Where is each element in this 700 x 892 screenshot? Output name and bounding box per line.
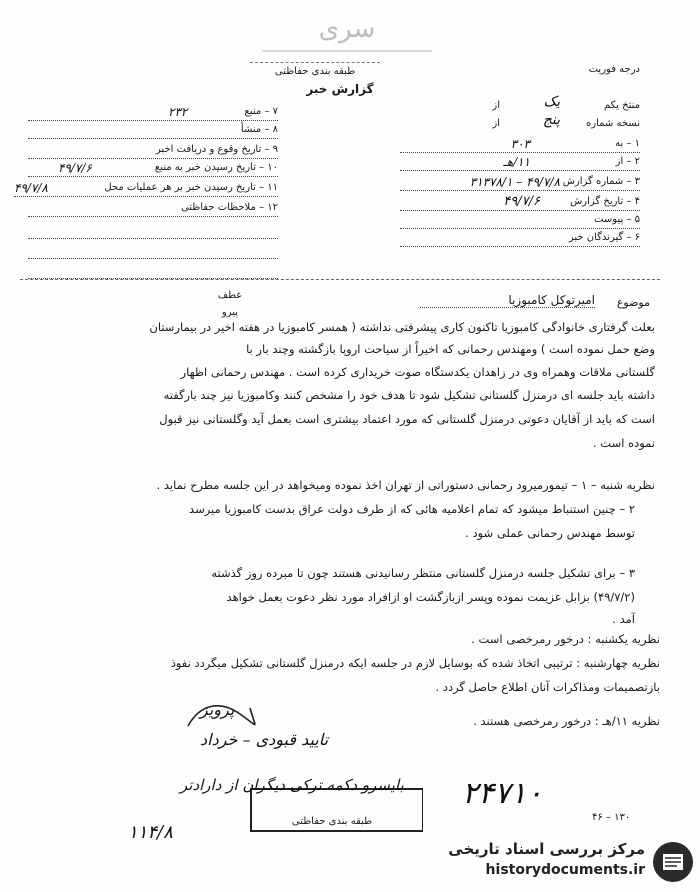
field-label: منتخ یکم bbox=[604, 100, 640, 111]
field-copy-number bbox=[400, 112, 640, 132]
watermark bbox=[412, 836, 697, 888]
field-label: ۷ – منبع bbox=[244, 106, 278, 117]
subject-value: امیرتوکل کامبوزیا bbox=[420, 293, 595, 308]
secret-stamp: سری bbox=[262, 14, 432, 52]
item-line: ۳ – برای تشکیل جلسه درمنزل گلستانی منتظر رسانیدنی هستند چون تا مبرده روز گذشته bbox=[211, 566, 635, 580]
item-line: (۴۹/۷/۲) بزابل عزیمت نموده وپسر ازبازگشت او ازافراد مورد نظر دعوت بعمل خواهد bbox=[226, 590, 635, 604]
body-line: داشته باید جلسه ای درمنزل گلستانی تشکیل شود تا هدف خود را مشخص کنند وکامبوزیا نیز چند بارگفته bbox=[163, 388, 655, 402]
field-attachment bbox=[400, 214, 640, 229]
blank-line bbox=[28, 224, 278, 239]
field-to bbox=[400, 138, 640, 153]
classification-label-top: طبقه بندی حفاظتی bbox=[274, 66, 356, 77]
field-report-date bbox=[400, 196, 640, 211]
field-label: ۱۱ – تاریخ رسیدن خبر بر هر عملیات محل bbox=[104, 182, 278, 193]
field-value: ۴۹/۷/۶ bbox=[58, 161, 92, 175]
field-copy-one bbox=[400, 94, 640, 114]
field-label: ۱۲ – ملاحظات حفاظتی bbox=[180, 202, 278, 213]
field-operation-date bbox=[14, 182, 278, 197]
item-line: ۲ – چنین استنباط میشود که تمام اعلامیه هائی که از طرف دولت عراق بدست کامبوزیا میرسد bbox=[189, 502, 635, 516]
field-sep: از bbox=[492, 100, 500, 111]
field-security-notes bbox=[28, 202, 278, 217]
urgency-label: درجه فوریت bbox=[588, 64, 640, 75]
body-line: است که باید از آقایان دعوتی درمنزل گلستانی که مورد اعتماد بیشتری است بعمل آید وگلستانی نیز قبول bbox=[159, 412, 655, 426]
field-value: یک bbox=[543, 94, 560, 110]
opinion-line: بازتصمیمات ومذاکرات آنان اطلاع حاصل گردد . bbox=[435, 680, 660, 694]
field-sep: از bbox=[492, 118, 500, 129]
blank-line bbox=[28, 264, 278, 279]
field-label: ۶ – گیرندگان خبر bbox=[568, 232, 640, 243]
section-divider bbox=[20, 279, 660, 280]
field-label: ۸ – منشأ bbox=[240, 124, 278, 135]
report-title: گزارش خبر bbox=[306, 82, 374, 96]
field-origin bbox=[28, 124, 278, 139]
field-occurrence-date bbox=[28, 144, 278, 159]
field-report-number bbox=[400, 176, 640, 191]
opinion-line: نظریه یکشنبه : درخور رمرخصی است . bbox=[471, 632, 660, 646]
field-label: ۳ – شماره گزارش bbox=[562, 176, 640, 187]
signature-initial: پرویز bbox=[200, 700, 235, 719]
body-line: نموده است . bbox=[592, 436, 655, 450]
field-label: ۱ – به bbox=[615, 138, 640, 149]
watermark-url: historydocuments.ir bbox=[485, 862, 645, 878]
body-line: وضع حمل نموده است ) ومهندس رحمانی که اخیراً از سیاحت اروپا بازگشته وچند بار با bbox=[246, 342, 655, 356]
field-source-date bbox=[28, 162, 278, 177]
bottom-handwritten-note: بایسرو دکمه ترکی دیگران از دارادتر bbox=[180, 776, 404, 794]
field-recipients bbox=[400, 232, 640, 247]
field-value: ۴۹/۷/۸ bbox=[14, 181, 48, 195]
field-label: ۴ – تاریخ گزارش bbox=[570, 196, 640, 207]
field-source bbox=[28, 106, 278, 121]
item-line: توسط مهندس رحمانی عملی شود . bbox=[465, 526, 635, 540]
subject-label: موضوع bbox=[616, 296, 650, 309]
field-value: ۴۹/۷/۸ – ۳۱۳۷۸/۱ bbox=[469, 175, 560, 189]
side-note-atf: عطف bbox=[217, 290, 243, 301]
opinion-line: نظریه چهارشنبه : ترتیبی اتخاذ شده که بوسایل لازم در جلسه ایکه درمنزل گلستانی تشکیل میگردد نفوذ bbox=[170, 656, 660, 670]
body-line: بعلت گرفتاری خانوادگی کامبوزیا تاکنون کاری پیشرفتی نداشته ( همسر کامبوزیا در هفته اخیر در بیمارستان bbox=[149, 320, 655, 334]
large-number: ۲۴۷۱۰ bbox=[462, 776, 543, 811]
field-label: ۹ – تاریخ وقوع و دریافت اخبر bbox=[155, 144, 278, 155]
field-value: ۳۰۳ bbox=[510, 137, 530, 151]
side-note-peyro: پیرو bbox=[221, 307, 239, 318]
field-value: پنج bbox=[542, 112, 560, 128]
field-label: نسخه شماره bbox=[586, 118, 640, 129]
field-from bbox=[400, 156, 640, 171]
opinion-line: نظریه ۱۱/هـ : درخور رمرخصی هستند . bbox=[473, 714, 660, 728]
field-value: ۲۳۲ bbox=[168, 105, 188, 119]
body-line: گلستانی ملاقات وهمراه وی در زاهدان یکدستگاه صوت خریداری کرده است . مهندس رحمانی اظهار bbox=[180, 365, 655, 379]
classification-label-bottom: طبقه بندی حفاظتی bbox=[291, 816, 373, 827]
file-number: ۱۱۴/۸ bbox=[128, 822, 173, 843]
item-line: نظریه شنبه – ۱ – تیمورمیرود رحمانی دستوراتی از تهران اخذ نموده ومیخواهد در این جلسه مطرح نماید . bbox=[156, 478, 655, 492]
field-label: ۲ – از bbox=[615, 156, 640, 167]
classification-line-top bbox=[250, 62, 380, 63]
field-value: ۱۱/هـ bbox=[503, 155, 530, 169]
archive-logo-icon bbox=[651, 840, 695, 884]
blank-line bbox=[28, 244, 278, 259]
watermark-title: مرکز بررسی اسناد تاریخی bbox=[448, 840, 645, 858]
field-value: ۴۹/۷/۶ bbox=[503, 194, 540, 209]
item-line: آمد . bbox=[612, 612, 635, 626]
field-label: ۱۰ – تاریخ رسیدن خبر به منبع bbox=[154, 162, 278, 173]
field-label: ۵ – پیوست bbox=[594, 214, 640, 225]
approval-note: تایید قبودی – خرداد bbox=[200, 730, 329, 749]
page-ref: ۴۶ – ۱۳۰ bbox=[592, 812, 631, 823]
